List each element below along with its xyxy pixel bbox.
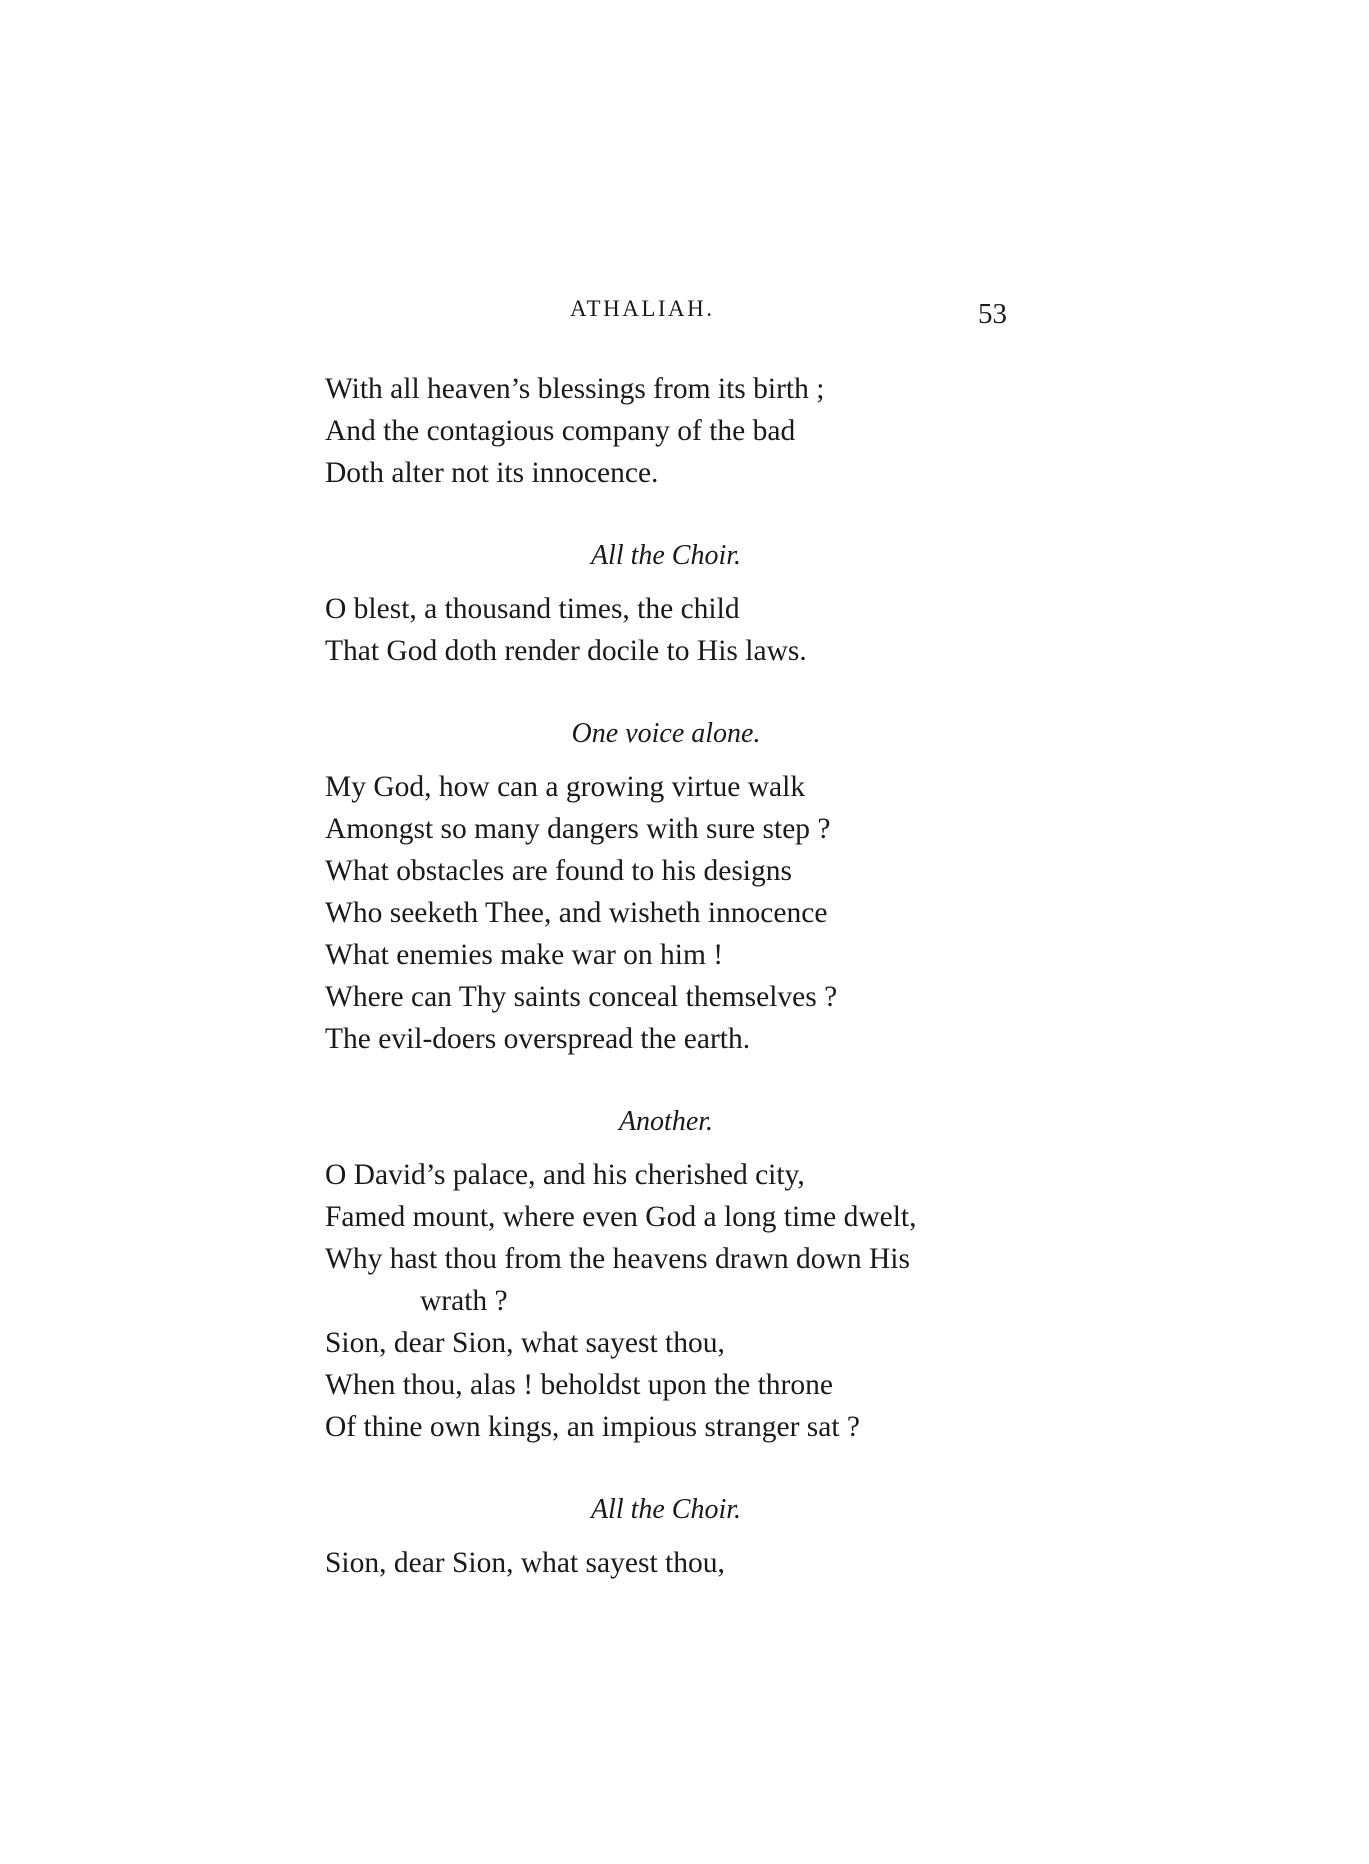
verse-line: What enemies make war on him !	[325, 939, 724, 971]
verse-line: Why hast thou from the heavens drawn down His	[325, 1243, 910, 1275]
stanza-4	[325, 1100, 1045, 1448]
speaker-heading: One voice alone.	[571, 718, 761, 749]
verse-line: O David’s palace, and his cherished city,	[325, 1159, 805, 1191]
verse-line-continuation: wrath ?	[420, 1285, 508, 1317]
verse-line: The evil-doers overspread the earth.	[325, 1023, 751, 1055]
stanza-1	[325, 368, 1045, 494]
stanza-2	[325, 534, 1045, 672]
verse-line: What obstacles are found to his designs	[325, 855, 792, 887]
verse-line: Doth alter not its innocence.	[325, 457, 659, 489]
page-number: 53	[978, 298, 1007, 330]
verse-line: O blest, a thousand times, the child	[325, 593, 740, 625]
speaker-heading: All the Choir.	[590, 540, 742, 571]
stanza-3	[325, 712, 1045, 1060]
verse-line: And the contagious company of the bad	[325, 415, 796, 447]
verse-line: With all heaven’s blessings from its birth ;	[325, 373, 825, 405]
verse-line: Amongst so many dangers with sure step ?	[325, 813, 831, 845]
speaker-heading: Another.	[618, 1106, 714, 1137]
poem-text	[325, 368, 1045, 1584]
verse-line: Sion, dear Sion, what sayest thou,	[325, 1547, 725, 1579]
verse-line: Who seeketh Thee, and wisheth innocence	[325, 897, 828, 929]
verse-line: When thou, alas ! beholdst upon the throne	[325, 1369, 833, 1401]
verse-line: That God doth render docile to His laws.	[325, 635, 807, 667]
verse-line: Of thine own kings, an impious stranger sat ?	[325, 1411, 861, 1443]
verse-line: My God, how can a growing virtue walk	[325, 771, 806, 803]
verse-line: Sion, dear Sion, what sayest thou,	[325, 1327, 725, 1359]
verse-line: Famed mount, where even God a long time dwelt,	[325, 1201, 917, 1233]
running-head	[0, 296, 1369, 336]
stanza-5	[325, 1488, 1045, 1584]
verse-line: Where can Thy saints conceal themselves ?	[325, 981, 838, 1013]
speaker-heading: All the Choir.	[590, 1494, 742, 1525]
running-title: ATHALIAH.	[570, 296, 715, 321]
